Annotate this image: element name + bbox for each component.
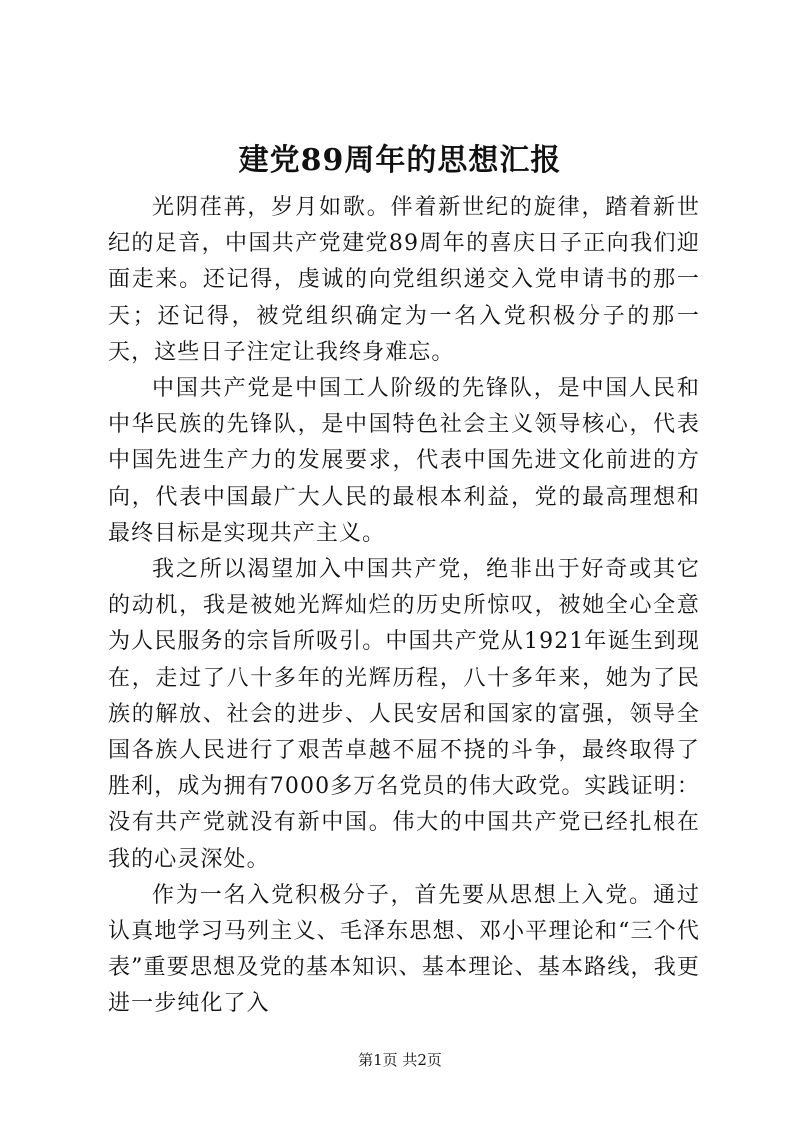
- document-body: [108, 190, 700, 1023]
- paragraph: 我之所以渴望加入中国共产党，绝非出于好奇或其它的动机，我是被她光辉灿烂的历史所惊叹，被她全心全意为人民服务的宗旨所吸引。中国共产党从1921年诞生到现在，走过了八十多年的光辉历程，八十多年来，她为了民族的解放、社会的进步、人民安居和国家的富强，领导全国各族人民进行了艰苦卓越不屈不挠的斗争，最终取得了胜利，成为拥有7000多万名党员的伟大政党。实践证明：没有共产党就没有新中国。伟大的中国共产党已经扎根在我的心灵深处。: [108, 557, 700, 872]
- paragraph: 作为一名入党积极分子，首先要从思想上入党。通过认真地学习马列主义、毛泽东思想、邓小平理论和“三个代表”重要思想及党的基本知识、基本理论、基本路线，我更进一步纯化了入: [108, 882, 700, 1017]
- page-title: 建党89周年的思想汇报: [238, 143, 562, 178]
- paragraph: 中国共产党是中国工人阶级的先锋队，是中国人民和中华民族的先锋队，是中国特色社会主义领导核心，代表中国先进生产力的发展要求，代表中国先进文化前进的方向，代表中国最广大人民的最根本利益，党的最高理想和最终目标是实现共产主义。: [108, 376, 700, 546]
- paragraph: 光阴荏苒，岁月如歌。伴着新世纪的旋律，踏着新世纪的足音，中国共产党建党89周年的喜庆日子正向我们迎面走来。还记得，虔诚的向党组织递交入党申请书的那一天；还记得，被党组织确定为一名入党积极分子的那一天，这些日子注定让我终身难忘。: [108, 195, 700, 365]
- page-number-footer: 第1页 共2页: [358, 1051, 442, 1069]
